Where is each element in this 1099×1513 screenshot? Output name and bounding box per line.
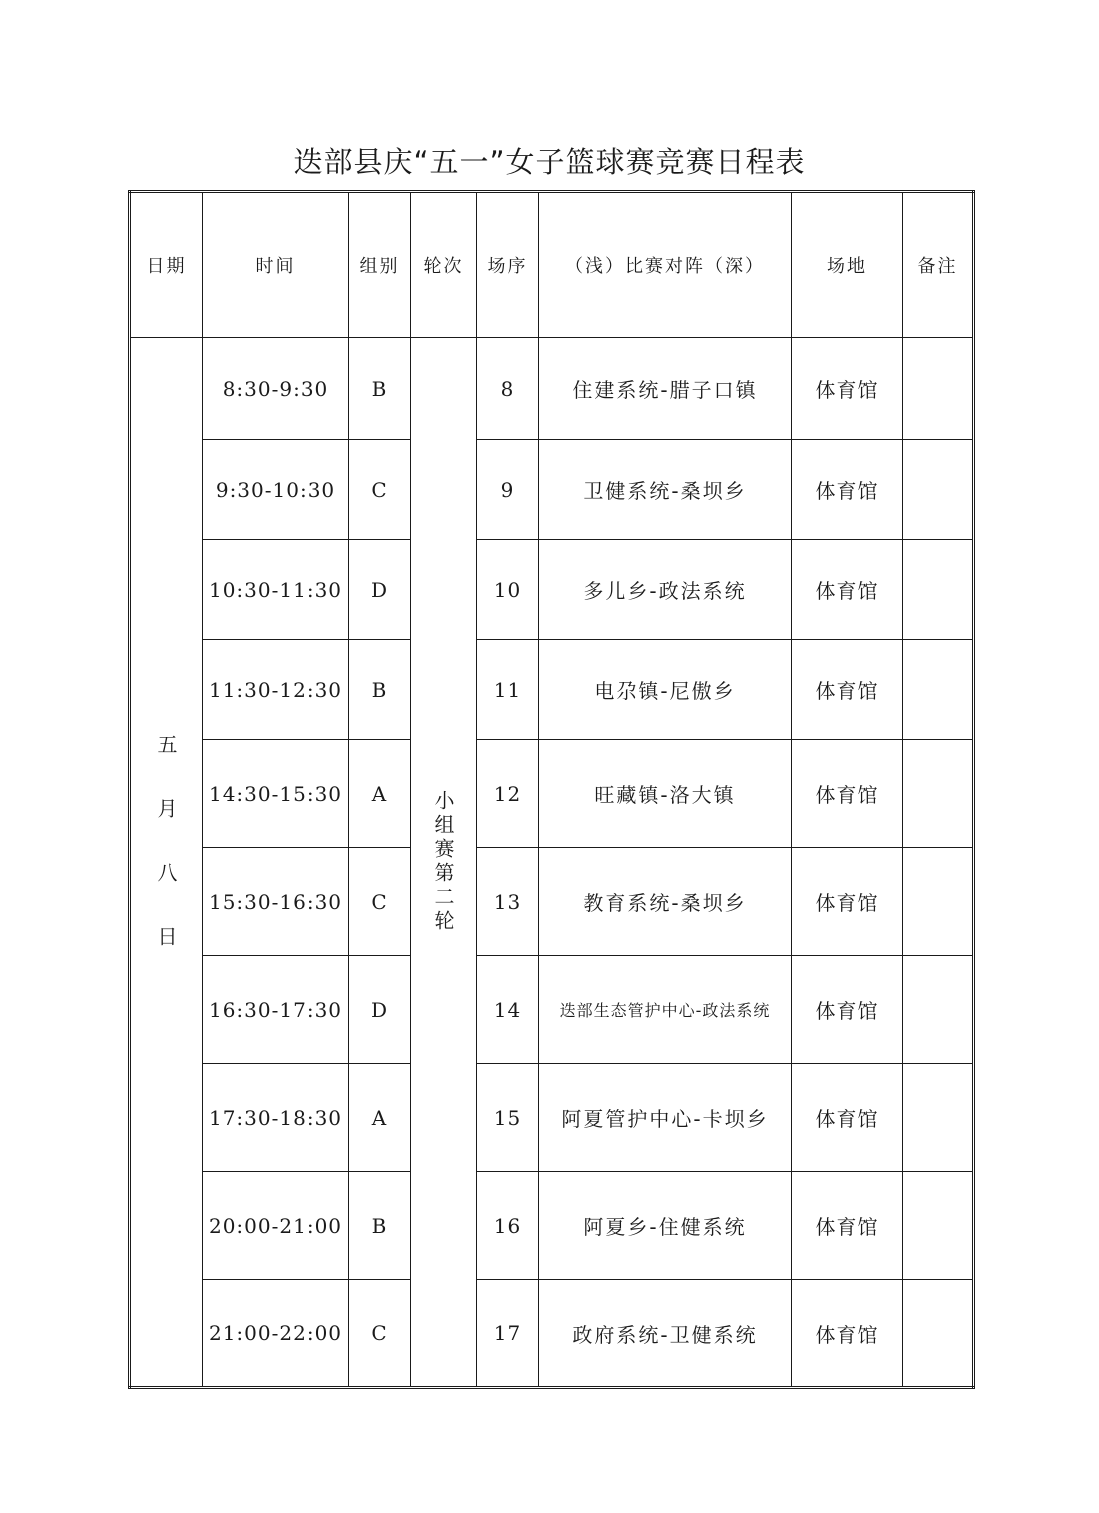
notes-cell: [903, 640, 974, 740]
table-row: [130, 1172, 974, 1280]
match-no-cell: 16: [477, 1172, 539, 1280]
table-row: [130, 1280, 974, 1388]
table-row: [130, 740, 974, 848]
match-no-cell: 10: [477, 540, 539, 640]
venue-cell: 体育馆: [792, 1064, 903, 1172]
matchup-cell: 卫健系统-桑坝乡: [539, 440, 792, 540]
venue-cell: 体育馆: [792, 740, 903, 848]
group-cell: B: [349, 338, 411, 440]
matchup-cell: 迭部生态管护中心-政法系统: [539, 956, 792, 1064]
venue-cell: 体育馆: [792, 338, 903, 440]
matchup-cell: 住建系统-腊子口镇: [539, 338, 792, 440]
venue-cell: 体育馆: [792, 1172, 903, 1280]
time-cell: 15:30-16:30: [203, 848, 349, 956]
matchup-cell: 阿夏管护中心-卡坝乡: [539, 1064, 792, 1172]
header-matchup: （浅）比赛对阵（深）: [539, 192, 792, 338]
header-group: 组别: [349, 192, 411, 338]
round-cell: [411, 338, 477, 1388]
table-row: [130, 640, 974, 740]
matchup-cell: 多儿乡-政法系统: [539, 540, 792, 640]
venue-cell: 体育馆: [792, 640, 903, 740]
match-no-cell: 13: [477, 848, 539, 956]
header-venue: 场地: [792, 192, 903, 338]
notes-cell: [903, 440, 974, 540]
matchup-cell: 阿夏乡-住健系统: [539, 1172, 792, 1280]
match-no-cell: 12: [477, 740, 539, 848]
notes-cell: [903, 1172, 974, 1280]
time-cell: 17:30-18:30: [203, 1064, 349, 1172]
time-cell: 21:00-22:00: [203, 1280, 349, 1388]
match-no-cell: 15: [477, 1064, 539, 1172]
time-cell: 9:30-10:30: [203, 440, 349, 540]
time-cell: 20:00-21:00: [203, 1172, 349, 1280]
time-cell: 8:30-9:30: [203, 338, 349, 440]
header-row: [130, 192, 974, 338]
header-match-no: 场序: [477, 192, 539, 338]
venue-cell: 体育馆: [792, 440, 903, 540]
table-row: [130, 338, 974, 440]
group-cell: C: [349, 848, 411, 956]
notes-cell: [903, 740, 974, 848]
venue-cell: 体育馆: [792, 1280, 903, 1388]
table-row: [130, 440, 974, 540]
group-cell: D: [349, 956, 411, 1064]
group-cell: A: [349, 740, 411, 848]
venue-cell: 体育馆: [792, 956, 903, 1064]
header-time: 时间: [203, 192, 349, 338]
table-row: [130, 540, 974, 640]
group-cell: C: [349, 1280, 411, 1388]
time-cell: 10:30-11:30: [203, 540, 349, 640]
match-no-cell: 11: [477, 640, 539, 740]
match-no-cell: 17: [477, 1280, 539, 1388]
header-notes: 备注: [903, 192, 974, 338]
match-no-cell: 14: [477, 956, 539, 1064]
date-text: 五月八日: [154, 734, 178, 990]
notes-cell: [903, 848, 974, 956]
table-row: [130, 1064, 974, 1172]
time-cell: 11:30-12:30: [203, 640, 349, 740]
matchup-cell: 政府系统-卫健系统: [539, 1280, 792, 1388]
group-cell: A: [349, 1064, 411, 1172]
notes-cell: [903, 540, 974, 640]
matchup-cell: 电尕镇-尼傲乡: [539, 640, 792, 740]
match-no-cell: 9: [477, 440, 539, 540]
table-row: [130, 956, 974, 1064]
page-title: 迭部县庆“五一”女子篮球赛竞赛日程表: [293, 145, 806, 179]
venue-cell: 体育馆: [792, 540, 903, 640]
group-cell: B: [349, 640, 411, 740]
group-cell: C: [349, 440, 411, 540]
venue-cell: 体育馆: [792, 848, 903, 956]
notes-cell: [903, 338, 974, 440]
time-cell: 16:30-17:30: [203, 956, 349, 1064]
table-row: [130, 848, 974, 956]
group-cell: B: [349, 1172, 411, 1280]
matchup-cell: 教育系统-桑坝乡: [539, 848, 792, 956]
header-round: 轮次: [411, 192, 477, 338]
time-cell: 14:30-15:30: [203, 740, 349, 848]
matchup-cell: 旺藏镇-洛大镇: [539, 740, 792, 848]
group-cell: D: [349, 540, 411, 640]
round-text: 小组赛第二轮: [431, 790, 455, 934]
notes-cell: [903, 1280, 974, 1388]
notes-cell: [903, 1064, 974, 1172]
schedule-table: [128, 190, 975, 1389]
notes-cell: [903, 956, 974, 1064]
match-no-cell: 8: [477, 338, 539, 440]
date-cell: [130, 338, 203, 1388]
header-date: 日期: [130, 192, 203, 338]
